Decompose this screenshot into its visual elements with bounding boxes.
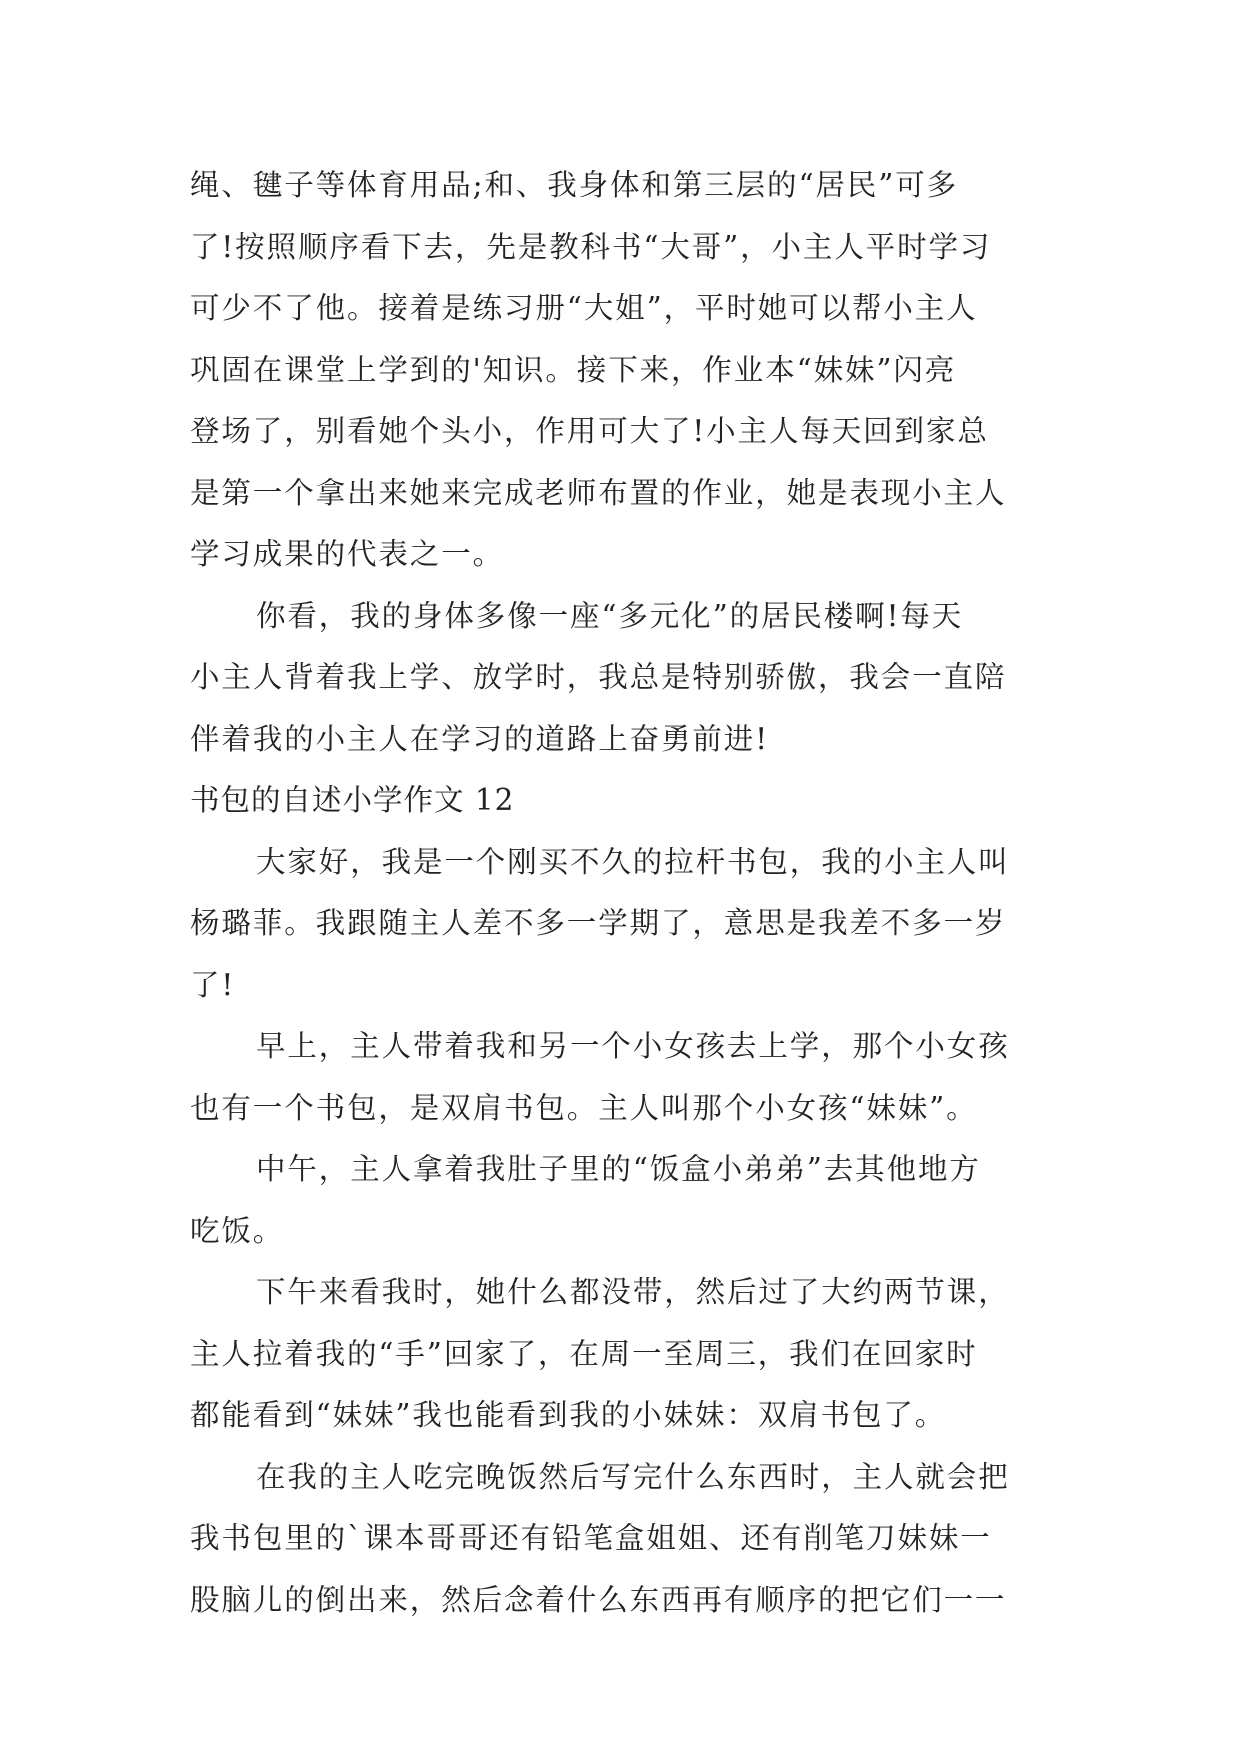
document-body xyxy=(190,155,1050,1631)
text-line: 绳、毽子等体育用品;和、我身体和第三层的“居民”可多 xyxy=(190,168,959,202)
text-line: 小主人背着我上学、放学时，我总是特别骄傲，我会一直陪 xyxy=(190,660,1007,694)
section-heading: 书包的自述小学作文 12 xyxy=(190,783,515,817)
text-line: 是第一个拿出来她来完成老师布置的作业，她是表现小主人 xyxy=(190,475,1007,510)
text-line: 巩固在课堂上学到的'知识。接下来，作业本“妹妹”闪亮 xyxy=(190,352,957,387)
text-line: 了!按照顺序看下去，先是教科书“大哥”，小主人平时学习 xyxy=(190,229,992,264)
paragraph-start-line: 中午，主人拿着我肚子里的“饭盒小弟弟”去其他地方 xyxy=(256,1152,981,1186)
paragraph-start-line: 在我的主人吃完晚饭然后写完什么东西时，主人就会把 xyxy=(256,1459,1010,1494)
text-line: 学习成果的代表之一。 xyxy=(190,537,505,571)
text-line: 可少不了他。接着是练习册“大姐”，平时她可以帮小主人 xyxy=(190,291,978,325)
paragraph-start-line: 你看，我的身体多像一座“多元化”的居民楼啊!每天 xyxy=(256,598,964,633)
text-line: 了! xyxy=(190,967,236,1002)
paragraph-start-line: 大家好，我是一个刚买不久的拉杆书包，我的小主人叫 xyxy=(256,844,1010,879)
text-line: 我书包里的`课本哥哥还有铅笔盒姐姐、还有削笔刀妹妹一 xyxy=(190,1521,992,1555)
text-line: 登场了，别看她个头小，作用可大了!小主人每天回到家总 xyxy=(190,414,989,448)
paragraph-start-line: 早上，主人带着我和另一个小女孩去上学，那个小女孩 xyxy=(256,1029,1010,1063)
text-line: 也有一个书包，是双肩书包。主人叫那个小女孩“妹妹”。 xyxy=(190,1090,978,1125)
text-line: 杨璐菲。我跟随主人差不多一学期了，意思是我差不多一岁 xyxy=(190,906,1007,940)
text-line: 股脑儿的倒出来，然后念着什么东西再有顺序的把它们一一 xyxy=(190,1582,1007,1617)
text-line: 伴着我的小主人在学习的道路上奋勇前进! xyxy=(190,721,769,756)
text-line: 吃饭。 xyxy=(190,1213,285,1248)
text-line: 都能看到“妹妹”我也能看到我的小妹妹：双肩书包了。 xyxy=(190,1398,947,1432)
text-line: 主人拉着我的“手”回家了，在周一至周三，我们在回家时 xyxy=(190,1336,978,1371)
paragraph-start-line: 下午来看我时，她什么都没带，然后过了大约两节课， xyxy=(256,1275,1010,1309)
